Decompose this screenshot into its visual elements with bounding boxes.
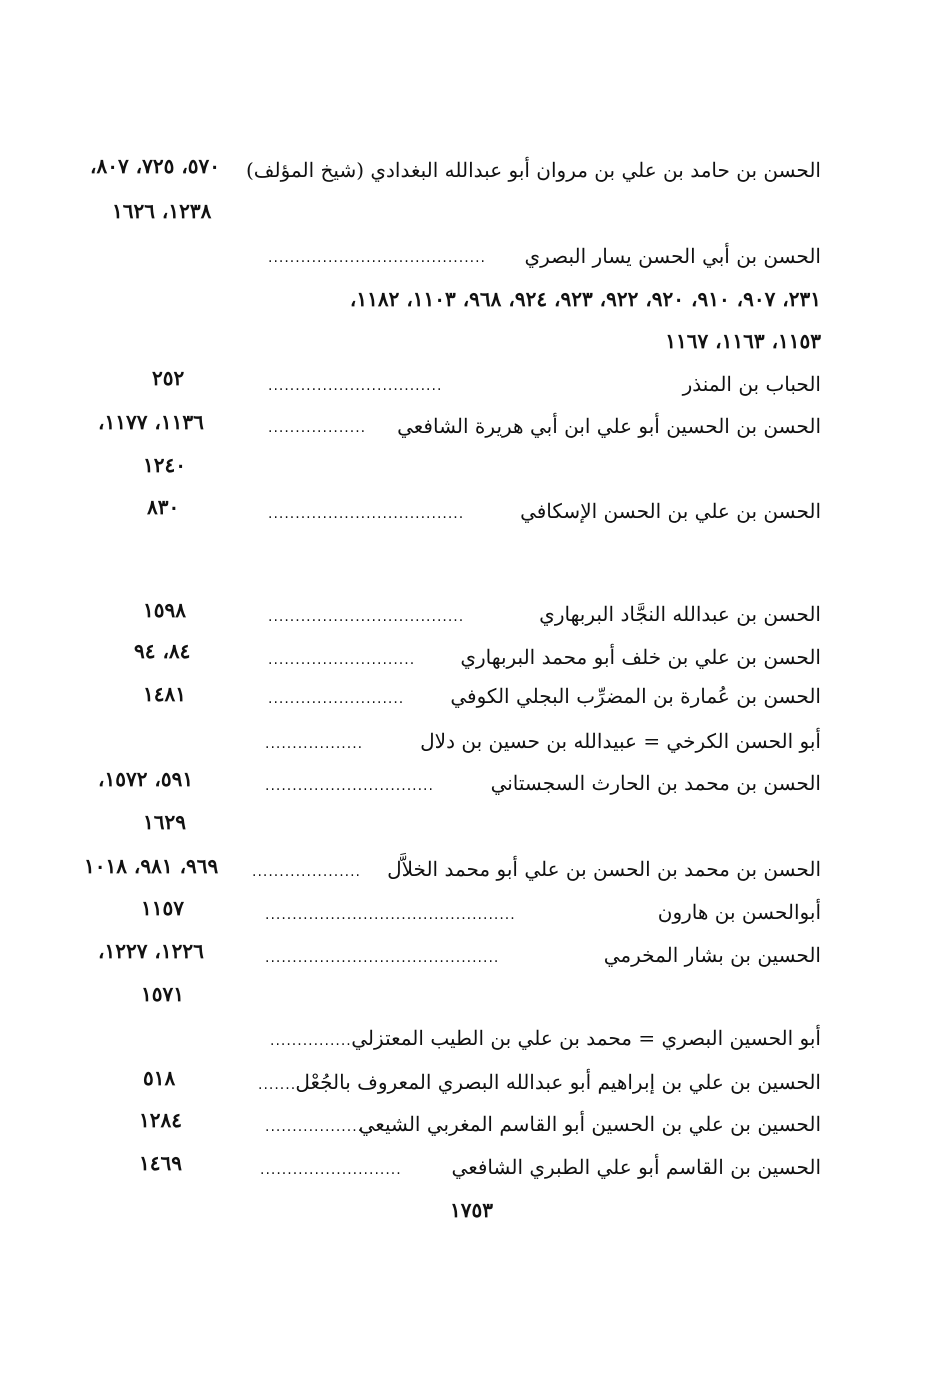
entry-leader-dots: ............................... [265,778,434,794]
entry-name: الحسين بن علي بن إبراهيم أبو عبدالله البصري المعروف بالجُعْل [295,1070,821,1094]
entry-pages: ٩٦٩، ٩٨١، ١٠١٨ [84,854,219,878]
entry-leader-dots: .................. [268,420,367,436]
entry-name: الحسن بن علي بن خلف أبو محمد البربهاري [460,645,821,669]
entry-leader-dots: ......................... [268,691,405,707]
entry-name: أبو الحسين البصري = محمد بن علي بن الطيب المعتزلي [351,1026,821,1050]
entry-pages-continued: ١٥٧١ [141,982,184,1006]
entry-name: الحسن بن محمد بن الحارث السجستاني [490,771,821,795]
entry-pages: ٥٩١، ١٥٧٢، [98,767,194,791]
entry-leader-dots: ........................................ [268,250,487,266]
entry-pages-continued: ١٦٢٩ [143,810,186,834]
entry-leader-dots: .............................................. [265,907,516,923]
entry-name: الحسن بن عُمارة بن المضرِّب البجلي الكوفي [450,684,821,708]
entry-name: الحباب بن المنذر [682,372,821,396]
entry-name: الحسن بن حامد بن علي بن مروان أبو عبدالله البغدادي (شيخ المؤلف) [246,158,821,182]
entry-leader-dots: .......................... [260,1162,402,1178]
entry-pages: ١١٥٧ [141,896,184,920]
entry-pages: ٨٣٠ [147,495,180,519]
entry-leader-dots: .................. [265,1119,364,1135]
entry-pages: ١٥٩٨ [143,598,186,622]
entry-name: الحسن بن الحسين أبو علي ابن أبي هريرة الشافعي [397,414,821,438]
entry-pages: ١١٣٦، ١١٧٧، [98,410,204,434]
page-number: ١٧٥٣ [450,1198,493,1222]
entry-pages: ٨٤، ٩٤ [134,639,191,663]
entry-leader-dots: .................... [252,864,362,880]
entry-pages: ٢٥٢ [152,366,185,390]
entry-leader-dots: ....... [258,1077,297,1093]
entry-leader-dots: .................................... [268,506,465,522]
entry-name: الحسن بن أبي الحسن يسار البصري [524,244,821,268]
entry-leader-dots: .................. [265,736,364,752]
entry-leader-dots: ........................... [268,652,416,668]
entry-pages: ١٤٨١ [143,682,186,706]
entry-pages: ٥١٨ [143,1066,176,1090]
entry-leader-dots: .................................... [268,609,465,625]
entry-name: الحسن بن عبدالله النجَّاد البربهاري [539,602,821,626]
entry-name: الحسين بن بشار المخرمي [603,943,821,967]
entry-leader-dots: ............... [270,1033,352,1049]
entry-leader-dots: ........................................... [265,950,500,966]
entry-name: أبو الحسن الكرخي = عبيدالله بن حسين بن دلال [420,729,821,753]
entry-name: الحسن بن محمد بن الحسن بن علي أبو محمد الخلاَّل [387,857,821,881]
entry-name: أبوالحسن بن هارون [657,900,821,924]
entry-pages-continued: ١١٥٣، ١١٦٣، ١١٦٧ [665,329,821,353]
entry-pages: ١٢٨٤ [139,1108,182,1132]
entry-pages: ٥٧٠، ٧٢٥، ٨٠٧، [90,154,221,178]
entry-pages: ١٤٦٩ [139,1151,182,1175]
entry-name: الحسن بن علي بن الحسن الإسكافي [520,499,821,523]
entry-pages: ٢٣١، ٩٠٧، ٩١٠، ٩٢٠، ٩٢٢، ٩٢٣، ٩٢٤، ٩٦٨، ١١٠٣، ١١٨٢، [349,287,821,311]
entry-pages: ١٢٢٦، ١٢٢٧، [98,939,204,963]
entry-pages-continued: ١٢٤٠ [143,453,186,477]
entry-leader-dots: ................................ [268,378,443,394]
entry-pages-continued: ١٢٣٨، ١٦٢٦ [112,199,212,223]
entry-name: الحسين بن القاسم أبو علي الطبري الشافعي [451,1155,821,1179]
entry-name: الحسين بن علي بن الحسين أبو القاسم المغربي الشيعي [358,1112,821,1136]
